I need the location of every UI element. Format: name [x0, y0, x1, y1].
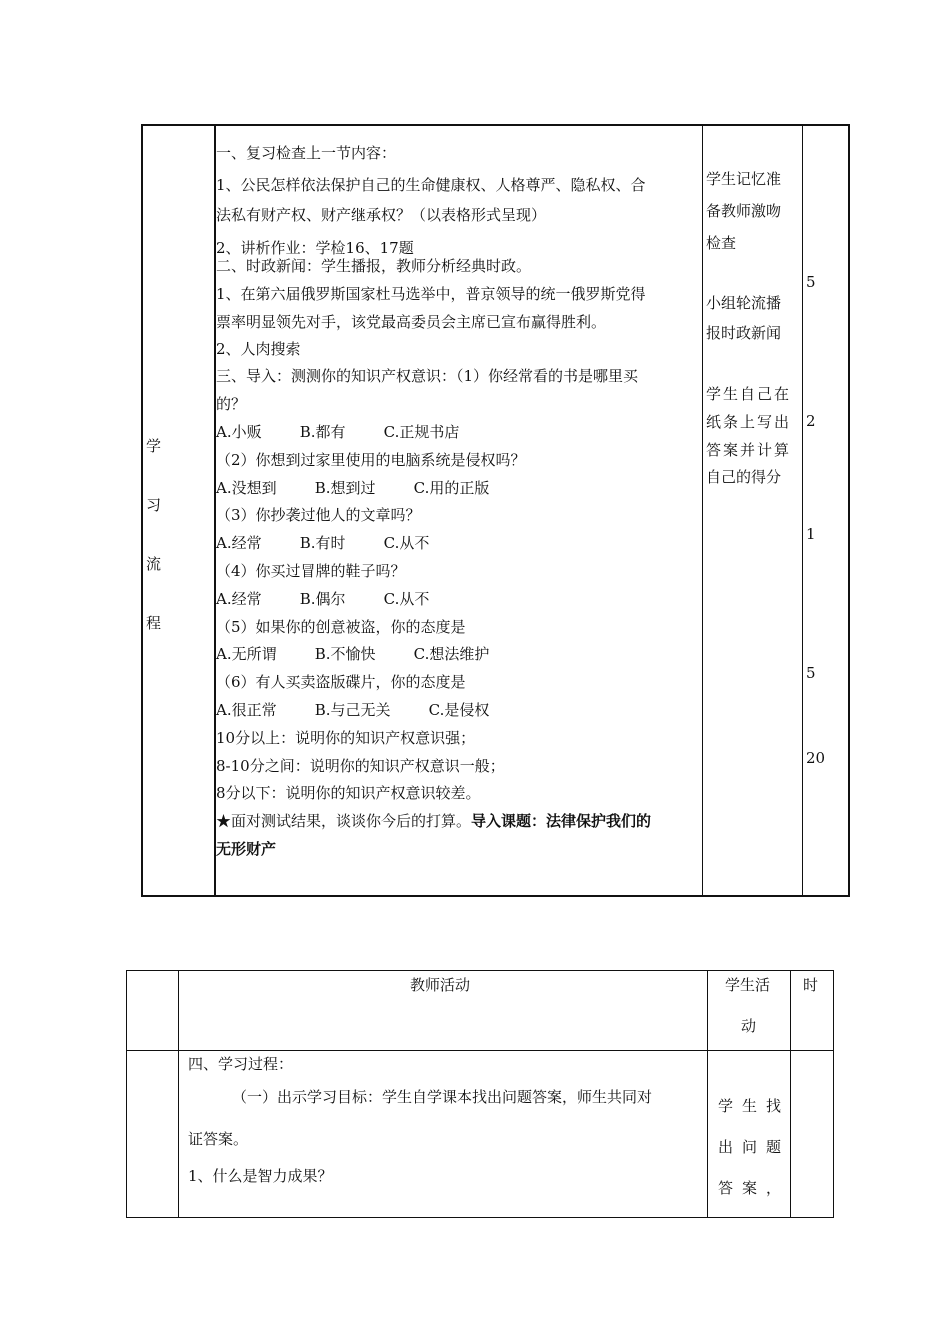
time-value: 2 [806, 412, 816, 430]
content-line: （2）你想到过家里使用的电脑系统是侵权吗？ [216, 451, 526, 469]
time-value: 5 [806, 664, 816, 682]
content-line: 1、公民怎样依法保护自己的生命健康权、人格尊严、隐私权、合 [216, 176, 646, 194]
content-line: A.没想到 B.想到过 C.用的正版 [216, 479, 490, 497]
content-line: （5）如果你的创意被盗，你的态度是 [216, 618, 466, 636]
content-line: （3）你抄袭过他人的文章吗？ [216, 506, 421, 524]
side-label-char: 学 [146, 437, 162, 455]
content-line: 2、人肉搜索 [216, 340, 301, 358]
student-activity: 检查 [706, 234, 737, 252]
content-line: 8-10分之间：说明你的知识产权意识一般； [216, 757, 505, 775]
content-line: 三、导入：测测你的知识产权意识：（1）你经常看的书是哪里买 [216, 367, 639, 385]
side-label-char: 习 [146, 496, 162, 514]
side-label-char: 流 [146, 555, 162, 573]
content-line: A.小贩 B.都有 C.正规书店 [216, 423, 460, 441]
student-activity: 报时政新闻 [706, 324, 782, 342]
header-student-activity: 学生活 [725, 976, 771, 994]
content-line: A.很正常 B.与己无关 C.是侵权 [216, 701, 490, 719]
student-activity: 答案并计算 [706, 441, 792, 459]
content-line: A.经常 B.有时 C.从不 [216, 534, 430, 552]
content-line: 一、复习检查上一节内容： [216, 144, 397, 162]
side-label-char: 程 [146, 614, 162, 632]
content-line: A.无所谓 B.不愉快 C.想法维护 [216, 645, 490, 663]
content-line: 1、在第六届俄罗斯国家杜马选举中，普京领导的统一俄罗斯党得 [216, 285, 646, 303]
header-teacher-activity: 教师活动 [410, 976, 471, 994]
time-value: 5 [806, 273, 816, 291]
content-line: 证答案。 [188, 1130, 249, 1148]
final-bold-line: 无形财产 [216, 840, 277, 858]
content-line: 2、讲析作业：学检16、17题 [216, 239, 414, 257]
table-divider [707, 970, 708, 1218]
content-line: 的？ [216, 395, 247, 413]
header-student-activity: 动 [741, 1017, 757, 1035]
content-line: 二、时政新闻：学生播报，教师分析经典时政。 [216, 257, 532, 275]
content-line: 四、学习过程： [188, 1055, 294, 1073]
table-divider [790, 970, 791, 1218]
student-activity: 答案， [718, 1179, 791, 1197]
content-line: 票率明显领先对手，该党最高委员会主席已宣布赢得胜利。 [216, 313, 607, 331]
content-line: （一）出示学习目标：学生自学课本找出问题答案，师生共同对 [232, 1088, 653, 1106]
content-line: （4）你买过冒牌的鞋子吗？ [216, 562, 406, 580]
table-divider [802, 124, 803, 897]
final-bold: 导入课题：法律保护我们的 [471, 812, 652, 830]
time-value: 20 [806, 749, 826, 767]
final-normal: ★面对测试结果，谈谈你今后的打算。 [216, 812, 472, 830]
table-divider [702, 124, 703, 897]
table-row-divider [126, 1050, 834, 1051]
side-label [146, 435, 166, 635]
student-activity: 备教师激吻 [706, 202, 782, 220]
content-line: （6）有人买卖盗版碟片，你的态度是 [216, 673, 466, 691]
content-line: 10分以上：说明你的知识产权意识强； [216, 729, 476, 747]
student-activity: 出问题 [718, 1138, 791, 1156]
content-line: 1、什么是智力成果？ [188, 1167, 333, 1185]
time-value: 1 [806, 525, 816, 543]
header-time: 时 [803, 976, 819, 994]
student-activity: 小组轮流播 [706, 294, 782, 312]
content-line: 法私有财产权、财产继承权？（以表格形式呈现） [216, 206, 547, 224]
table-divider [178, 970, 179, 1218]
content-line: 8分以下：说明你的知识产权意识较差。 [216, 784, 481, 802]
student-activity: 学生自己在 [706, 385, 792, 403]
content-line: A.经常 B.偶尔 C.从不 [216, 590, 430, 608]
student-activity: 学生记忆准 [706, 170, 782, 188]
student-activity: 纸条上写出 [706, 413, 792, 431]
student-activity: 自己的得分 [706, 468, 782, 486]
final-line [216, 811, 651, 831]
student-activity: 学生找 [718, 1097, 791, 1115]
